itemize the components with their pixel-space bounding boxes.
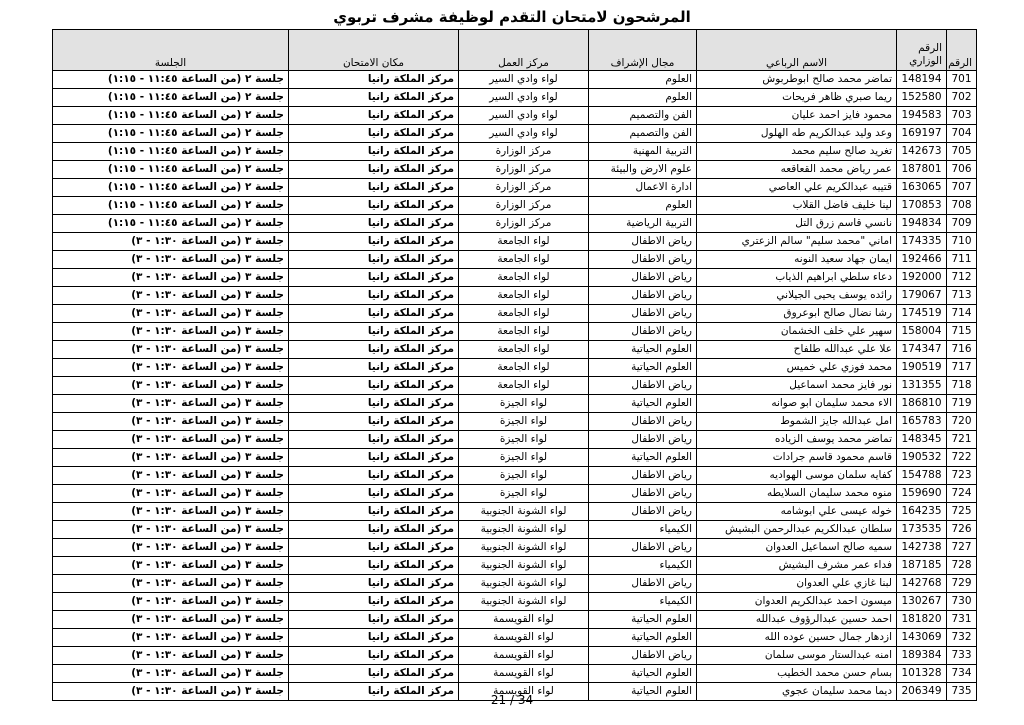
- cell-num: 720: [947, 413, 977, 431]
- cell-exam-place: مركز الملكة رانيا: [289, 593, 459, 611]
- cell-session: جلسة ٣ (من الساعة ١:٣٠ - ٣): [53, 269, 289, 287]
- cell-work-center: لواء القويسمة: [459, 629, 589, 647]
- cell-session: جلسة ٣ (من الساعة ١:٣٠ - ٣): [53, 305, 289, 323]
- cell-ministry-num: 148345: [897, 431, 947, 449]
- cell-num: 708: [947, 197, 977, 215]
- cell-session: جلسة ٣ (من الساعة ١:٣٠ - ٣): [53, 413, 289, 431]
- cell-field: رياض الاطفال: [589, 377, 697, 395]
- cell-field: الفن والتصميم: [589, 107, 697, 125]
- cell-field: العلوم الحياتية: [589, 449, 697, 467]
- header-ministry-num: الرقم الوزاري: [897, 30, 947, 71]
- cell-name: عمر رياض محمد القعاقعه: [697, 161, 897, 179]
- cell-field: العلوم الحياتية: [589, 629, 697, 647]
- cell-ministry-num: 131355: [897, 377, 947, 395]
- cell-exam-place: مركز الملكة رانيا: [289, 143, 459, 161]
- cell-field: الكيمياء: [589, 557, 697, 575]
- table-row: [53, 287, 977, 305]
- cell-name: ديما محمد سليمان عجوي: [697, 683, 897, 701]
- cell-name: فداء عمر مشرف البشيش: [697, 557, 897, 575]
- cell-field: رياض الاطفال: [589, 233, 697, 251]
- cell-exam-place: مركز الملكة رانيا: [289, 269, 459, 287]
- cell-work-center: لواء القويسمة: [459, 611, 589, 629]
- table-row: [53, 215, 977, 233]
- cell-session: جلسة ٣ (من الساعة ١:٣٠ - ٣): [53, 665, 289, 683]
- cell-work-center: لواء الجيزة: [459, 431, 589, 449]
- cell-exam-place: مركز الملكة رانيا: [289, 341, 459, 359]
- cell-field: الكيمياء: [589, 593, 697, 611]
- cell-field: رياض الاطفال: [589, 539, 697, 557]
- table-row: [53, 359, 977, 377]
- cell-field: العلوم: [589, 89, 697, 107]
- cell-num: 707: [947, 179, 977, 197]
- cell-session: جلسة ٢ (من الساعة ١١:٤٥ - ١:١٥): [53, 215, 289, 233]
- table-row: [53, 125, 977, 143]
- cell-ministry-num: 152580: [897, 89, 947, 107]
- cell-num: 715: [947, 323, 977, 341]
- cell-num: 711: [947, 251, 977, 269]
- cell-exam-place: مركز الملكة رانيا: [289, 665, 459, 683]
- cell-name: تماضر محمد يوسف الزياده: [697, 431, 897, 449]
- table-row: [53, 449, 977, 467]
- cell-work-center: لواء القويسمة: [459, 683, 589, 701]
- cell-ministry-num: 143069: [897, 629, 947, 647]
- cell-session: جلسة ٢ (من الساعة ١١:٤٥ - ١:١٥): [53, 161, 289, 179]
- header-num: الرقم: [947, 30, 977, 71]
- cell-name: نانسي قاسم زرق التل: [697, 215, 897, 233]
- cell-name: رشا نضال صالح ابوعروق: [697, 305, 897, 323]
- page-number: 21 / 34: [490, 693, 534, 707]
- cell-exam-place: مركز الملكة رانيا: [289, 323, 459, 341]
- cell-session: جلسة ٣ (من الساعة ١:٣٠ - ٣): [53, 593, 289, 611]
- cell-num: 732: [947, 629, 977, 647]
- cell-name: امل عبدالله جايز الشموط: [697, 413, 897, 431]
- table-row: [53, 557, 977, 575]
- cell-name: ازدهار جمال حسين عوده الله: [697, 629, 897, 647]
- table-row: [53, 179, 977, 197]
- cell-num: 702: [947, 89, 977, 107]
- cell-session: جلسة ٢ (من الساعة ١١:٤٥ - ١:١٥): [53, 107, 289, 125]
- cell-name: بسام حسن محمد الخطيب: [697, 665, 897, 683]
- cell-work-center: لواء الجامعة: [459, 377, 589, 395]
- cell-work-center: لواء القويسمة: [459, 647, 589, 665]
- cell-field: رياض الاطفال: [589, 413, 697, 431]
- cell-num: 731: [947, 611, 977, 629]
- table-row: [53, 521, 977, 539]
- cell-name: امنه عبدالستار موسى سلمان: [697, 647, 897, 665]
- cell-num: 717: [947, 359, 977, 377]
- cell-work-center: لواء وادي السير: [459, 89, 589, 107]
- cell-field: رياض الاطفال: [589, 305, 697, 323]
- cell-name: نور فايز محمد اسماعيل: [697, 377, 897, 395]
- cell-exam-place: مركز الملكة رانيا: [289, 197, 459, 215]
- cell-num: 712: [947, 269, 977, 287]
- cell-work-center: لواء وادي السير: [459, 71, 589, 89]
- cell-exam-place: مركز الملكة رانيا: [289, 107, 459, 125]
- cell-field: العلوم الحياتية: [589, 359, 697, 377]
- header-field: مجال الإشراف: [589, 30, 697, 71]
- cell-session: جلسة ٣ (من الساعة ١:٣٠ - ٣): [53, 377, 289, 395]
- cell-field: العلوم الحياتية: [589, 611, 697, 629]
- cell-num: 723: [947, 467, 977, 485]
- cell-exam-place: مركز الملكة رانيا: [289, 539, 459, 557]
- cell-work-center: مركز الوزارة: [459, 197, 589, 215]
- cell-num: 721: [947, 431, 977, 449]
- table-row: [53, 665, 977, 683]
- cell-num: 701: [947, 71, 977, 89]
- cell-ministry-num: 192000: [897, 269, 947, 287]
- cell-field: العلوم الحياتية: [589, 395, 697, 413]
- header-work-center: مركز العمل: [459, 30, 589, 71]
- cell-field: ادارة الاعمال: [589, 179, 697, 197]
- cell-exam-place: مركز الملكة رانيا: [289, 449, 459, 467]
- cell-ministry-num: 170853: [897, 197, 947, 215]
- cell-name: سهير علي خلف الخشمان: [697, 323, 897, 341]
- cell-work-center: لواء الشونة الجنوبية: [459, 503, 589, 521]
- cell-work-center: لواء الشونة الجنوبية: [459, 593, 589, 611]
- cell-session: جلسة ٢ (من الساعة ١١:٤٥ - ١:١٥): [53, 179, 289, 197]
- cell-ministry-num: 174347: [897, 341, 947, 359]
- table-row: [53, 89, 977, 107]
- cell-exam-place: مركز الملكة رانيا: [289, 359, 459, 377]
- cell-work-center: لواء الجامعة: [459, 305, 589, 323]
- cell-work-center: مركز الوزارة: [459, 179, 589, 197]
- cell-ministry-num: 158004: [897, 323, 947, 341]
- cell-exam-place: مركز الملكة رانيا: [289, 575, 459, 593]
- table-row: [53, 143, 977, 161]
- cell-exam-place: مركز الملكة رانيا: [289, 161, 459, 179]
- cell-field: العلوم الحياتية: [589, 683, 697, 701]
- cell-num: 713: [947, 287, 977, 305]
- cell-exam-place: مركز الملكة رانيا: [289, 521, 459, 539]
- cell-session: جلسة ٣ (من الساعة ١:٣٠ - ٣): [53, 449, 289, 467]
- cell-work-center: لواء الجامعة: [459, 323, 589, 341]
- cell-ministry-num: 186810: [897, 395, 947, 413]
- cell-field: رياض الاطفال: [589, 485, 697, 503]
- cell-work-center: لواء وادي السير: [459, 125, 589, 143]
- cell-field: التربية الرياضية: [589, 215, 697, 233]
- table-row: [53, 431, 977, 449]
- cell-session: جلسة ٣ (من الساعة ١:٣٠ - ٣): [53, 521, 289, 539]
- cell-exam-place: مركز الملكة رانيا: [289, 125, 459, 143]
- cell-num: 734: [947, 665, 977, 683]
- cell-ministry-num: 187801: [897, 161, 947, 179]
- cell-ministry-num: 206349: [897, 683, 947, 701]
- table-row: [53, 107, 977, 125]
- cell-ministry-num: 192466: [897, 251, 947, 269]
- table-row: [53, 269, 977, 287]
- cell-name: سلطان عبدالكريم عبدالرحمن البشيش: [697, 521, 897, 539]
- cell-work-center: لواء الجيزة: [459, 467, 589, 485]
- cell-work-center: لواء الجامعة: [459, 233, 589, 251]
- cell-num: 710: [947, 233, 977, 251]
- cell-ministry-num: 101328: [897, 665, 947, 683]
- table-row: [53, 485, 977, 503]
- cell-name: وعد وليد عبدالكريم طه الهلول: [697, 125, 897, 143]
- cell-ministry-num: 164235: [897, 503, 947, 521]
- cell-work-center: لواء الجامعة: [459, 359, 589, 377]
- cell-ministry-num: 173535: [897, 521, 947, 539]
- table-body: [53, 71, 977, 701]
- cell-ministry-num: 187185: [897, 557, 947, 575]
- cell-exam-place: مركز الملكة رانيا: [289, 251, 459, 269]
- cell-num: 735: [947, 683, 977, 701]
- cell-field: رياض الاطفال: [589, 431, 697, 449]
- cell-session: جلسة ٣ (من الساعة ١:٣٠ - ٣): [53, 683, 289, 701]
- cell-work-center: لواء الجيزة: [459, 413, 589, 431]
- cell-exam-place: مركز الملكة رانيا: [289, 215, 459, 233]
- cell-work-center: لواء الشونة الجنوبية: [459, 521, 589, 539]
- candidates-table: [52, 29, 977, 701]
- table-row: [53, 503, 977, 521]
- cell-exam-place: مركز الملكة رانيا: [289, 629, 459, 647]
- cell-field: الكيمياء: [589, 521, 697, 539]
- cell-name: دعاء سلطي ابراهيم الذياب: [697, 269, 897, 287]
- cell-exam-place: مركز الملكة رانيا: [289, 233, 459, 251]
- cell-work-center: لواء الجيزة: [459, 449, 589, 467]
- cell-field: رياض الاطفال: [589, 647, 697, 665]
- cell-ministry-num: 159690: [897, 485, 947, 503]
- cell-name: ريما صبري ظاهر فريحات: [697, 89, 897, 107]
- cell-ministry-num: 163065: [897, 179, 947, 197]
- cell-session: جلسة ٣ (من الساعة ١:٣٠ - ٣): [53, 611, 289, 629]
- cell-num: 703: [947, 107, 977, 125]
- cell-field: رياض الاطفال: [589, 575, 697, 593]
- cell-name: ايمان جهاد سعيد النونه: [697, 251, 897, 269]
- table-row: [53, 305, 977, 323]
- cell-work-center: لواء الشونة الجنوبية: [459, 539, 589, 557]
- cell-ministry-num: 174519: [897, 305, 947, 323]
- table-row: [53, 71, 977, 89]
- cell-session: جلسة ٣ (من الساعة ١:٣٠ - ٣): [53, 323, 289, 341]
- cell-session: جلسة ٣ (من الساعة ١:٣٠ - ٣): [53, 467, 289, 485]
- cell-name: محمود فايز احمد عليان: [697, 107, 897, 125]
- cell-session: جلسة ٣ (من الساعة ١:٣٠ - ٣): [53, 359, 289, 377]
- cell-session: جلسة ٣ (من الساعة ١:٣٠ - ٣): [53, 287, 289, 305]
- cell-field: رياض الاطفال: [589, 467, 697, 485]
- cell-name: خوله عيسى علي ابوشامه: [697, 503, 897, 521]
- cell-exam-place: مركز الملكة رانيا: [289, 557, 459, 575]
- cell-exam-place: مركز الملكة رانيا: [289, 395, 459, 413]
- cell-ministry-num: 181820: [897, 611, 947, 629]
- cell-session: جلسة ٢ (من الساعة ١١:٤٥ - ١:١٥): [53, 71, 289, 89]
- cell-ministry-num: 194834: [897, 215, 947, 233]
- cell-name: قاسم محمود قاسم جرادات: [697, 449, 897, 467]
- cell-work-center: لواء وادي السير: [459, 107, 589, 125]
- cell-ministry-num: 142673: [897, 143, 947, 161]
- cell-field: رياض الاطفال: [589, 503, 697, 521]
- cell-name: سميه صالح اسماعيل العدوان: [697, 539, 897, 557]
- cell-ministry-num: 190519: [897, 359, 947, 377]
- table-row: [53, 413, 977, 431]
- cell-work-center: لواء الجيزة: [459, 395, 589, 413]
- table-row: [53, 539, 977, 557]
- cell-num: 725: [947, 503, 977, 521]
- cell-field: رياض الاطفال: [589, 323, 697, 341]
- cell-session: جلسة ٣ (من الساعة ١:٣٠ - ٣): [53, 431, 289, 449]
- cell-name: محمد فوزي علي خميس: [697, 359, 897, 377]
- cell-name: لينا خليف فاضل القلاب: [697, 197, 897, 215]
- cell-field: العلوم الحياتية: [589, 341, 697, 359]
- table-row: [53, 629, 977, 647]
- cell-exam-place: مركز الملكة رانيا: [289, 377, 459, 395]
- table-row: [53, 341, 977, 359]
- cell-field: علوم الارض والبيئة: [589, 161, 697, 179]
- cell-session: جلسة ٣ (من الساعة ١:٣٠ - ٣): [53, 557, 289, 575]
- cell-name: اماني "محمد سليم" سالم الزعتري: [697, 233, 897, 251]
- table-row: [53, 197, 977, 215]
- cell-work-center: لواء الجامعة: [459, 287, 589, 305]
- cell-num: 729: [947, 575, 977, 593]
- cell-session: جلسة ٣ (من الساعة ١:٣٠ - ٣): [53, 503, 289, 521]
- cell-ministry-num: 142768: [897, 575, 947, 593]
- cell-session: جلسة ٣ (من الساعة ١:٣٠ - ٣): [53, 539, 289, 557]
- cell-num: 733: [947, 647, 977, 665]
- cell-ministry-num: 174335: [897, 233, 947, 251]
- cell-num: 709: [947, 215, 977, 233]
- cell-name: احمد حسين عبدالرؤوف عبدالله: [697, 611, 897, 629]
- cell-ministry-num: 194583: [897, 107, 947, 125]
- cell-name: رائده يوسف يحيى الجيلاني: [697, 287, 897, 305]
- cell-field: العلوم: [589, 197, 697, 215]
- cell-work-center: لواء الشونة الجنوبية: [459, 575, 589, 593]
- cell-session: جلسة ٢ (من الساعة ١١:٤٥ - ١:١٥): [53, 197, 289, 215]
- table-row: [53, 161, 977, 179]
- table-row: [53, 251, 977, 269]
- cell-session: جلسة ٢ (من الساعة ١١:٤٥ - ١:١٥): [53, 143, 289, 161]
- cell-session: جلسة ٣ (من الساعة ١:٣٠ - ٣): [53, 341, 289, 359]
- cell-name: علا علي عبدالله طلفاح: [697, 341, 897, 359]
- cell-name: تغريد صالح سليم محمد: [697, 143, 897, 161]
- cell-exam-place: مركز الملكة رانيا: [289, 179, 459, 197]
- table-row: [53, 593, 977, 611]
- cell-field: رياض الاطفال: [589, 269, 697, 287]
- cell-session: جلسة ٣ (من الساعة ١:٣٠ - ٣): [53, 485, 289, 503]
- cell-session: جلسة ٣ (من الساعة ١:٣٠ - ٣): [53, 251, 289, 269]
- cell-exam-place: مركز الملكة رانيا: [289, 287, 459, 305]
- cell-exam-place: مركز الملكة رانيا: [289, 485, 459, 503]
- cell-ministry-num: 189384: [897, 647, 947, 665]
- cell-session: جلسة ٣ (من الساعة ١:٣٠ - ٣): [53, 647, 289, 665]
- header-session: الجلسة: [53, 30, 289, 71]
- cell-exam-place: مركز الملكة رانيا: [289, 611, 459, 629]
- cell-ministry-num: 148194: [897, 71, 947, 89]
- table-row: [53, 377, 977, 395]
- cell-ministry-num: 165783: [897, 413, 947, 431]
- cell-num: 718: [947, 377, 977, 395]
- cell-name: قتيبه عبدالكريم علي العاصي: [697, 179, 897, 197]
- cell-work-center: لواء الجامعة: [459, 269, 589, 287]
- cell-num: 727: [947, 539, 977, 557]
- cell-ministry-num: 154788: [897, 467, 947, 485]
- cell-work-center: لواء الجيزة: [459, 485, 589, 503]
- cell-session: جلسة ٣ (من الساعة ١:٣٠ - ٣): [53, 575, 289, 593]
- table-header-row: [53, 30, 977, 71]
- cell-field: الفن والتصميم: [589, 125, 697, 143]
- cell-work-center: مركز الوزارة: [459, 215, 589, 233]
- table-row: [53, 611, 977, 629]
- cell-exam-place: مركز الملكة رانيا: [289, 305, 459, 323]
- cell-ministry-num: 169197: [897, 125, 947, 143]
- cell-exam-place: مركز الملكة رانيا: [289, 71, 459, 89]
- cell-session: جلسة ٢ (من الساعة ١١:٤٥ - ١:١٥): [53, 125, 289, 143]
- cell-work-center: لواء الشونة الجنوبية: [459, 557, 589, 575]
- cell-ministry-num: 179067: [897, 287, 947, 305]
- cell-num: 705: [947, 143, 977, 161]
- cell-exam-place: مركز الملكة رانيا: [289, 413, 459, 431]
- cell-name: الاء محمد سليمان ابو صوانه: [697, 395, 897, 413]
- cell-work-center: مركز الوزارة: [459, 143, 589, 161]
- table-row: [53, 647, 977, 665]
- cell-exam-place: مركز الملكة رانيا: [289, 431, 459, 449]
- cell-num: 714: [947, 305, 977, 323]
- table-row: [53, 467, 977, 485]
- cell-num: 726: [947, 521, 977, 539]
- cell-name: منوه محمد سليمان السلايطه: [697, 485, 897, 503]
- cell-ministry-num: 130267: [897, 593, 947, 611]
- cell-ministry-num: 190532: [897, 449, 947, 467]
- cell-field: رياض الاطفال: [589, 251, 697, 269]
- cell-field: رياض الاطفال: [589, 287, 697, 305]
- cell-session: جلسة ٣ (من الساعة ١:٣٠ - ٣): [53, 233, 289, 251]
- cell-name: ميسون احمد عبدالكريم العدوان: [697, 593, 897, 611]
- cell-exam-place: مركز الملكة رانيا: [289, 647, 459, 665]
- header-name: الاسم الرباعي: [697, 30, 897, 71]
- cell-name: لبنا غازي علي العدوان: [697, 575, 897, 593]
- cell-num: 716: [947, 341, 977, 359]
- table-row: [53, 323, 977, 341]
- cell-exam-place: مركز الملكة رانيا: [289, 503, 459, 521]
- table-row: [53, 395, 977, 413]
- header-exam-place: مكان الامتحان: [289, 30, 459, 71]
- cell-work-center: لواء الجامعة: [459, 251, 589, 269]
- cell-num: 722: [947, 449, 977, 467]
- cell-session: جلسة ٣ (من الساعة ١:٣٠ - ٣): [53, 395, 289, 413]
- cell-num: 704: [947, 125, 977, 143]
- cell-field: العلوم: [589, 71, 697, 89]
- cell-exam-place: مركز الملكة رانيا: [289, 89, 459, 107]
- cell-num: 728: [947, 557, 977, 575]
- cell-num: 706: [947, 161, 977, 179]
- cell-exam-place: مركز الملكة رانيا: [289, 683, 459, 701]
- cell-field: العلوم الحياتية: [589, 665, 697, 683]
- cell-session: جلسة ٣ (من الساعة ١:٣٠ - ٣): [53, 629, 289, 647]
- cell-ministry-num: 142738: [897, 539, 947, 557]
- cell-field: التربية المهنية: [589, 143, 697, 161]
- cell-num: 730: [947, 593, 977, 611]
- cell-work-center: لواء الجامعة: [459, 341, 589, 359]
- cell-name: كفايه سلمان موسى الهواديه: [697, 467, 897, 485]
- cell-exam-place: مركز الملكة رانيا: [289, 467, 459, 485]
- cell-name: تماضر محمد صالح ابوطربوش: [697, 71, 897, 89]
- table-row: [53, 575, 977, 593]
- cell-work-center: لواء القويسمة: [459, 665, 589, 683]
- table-row: [53, 233, 977, 251]
- cell-num: 719: [947, 395, 977, 413]
- cell-num: 724: [947, 485, 977, 503]
- page-title: المرشحون لامتحان التقدم لوظيفة مشرف تربوي: [333, 8, 691, 26]
- cell-work-center: مركز الوزارة: [459, 161, 589, 179]
- cell-session: جلسة ٢ (من الساعة ١١:٤٥ - ١:١٥): [53, 89, 289, 107]
